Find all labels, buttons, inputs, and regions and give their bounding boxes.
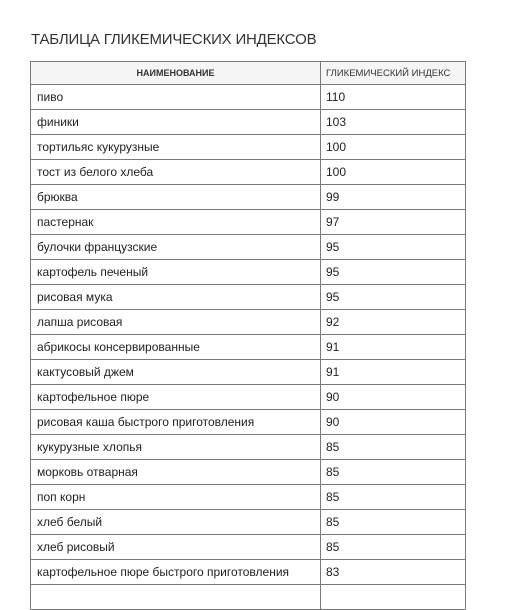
glycemic-index-cell: 110	[321, 85, 466, 110]
food-name-cell: финики	[31, 110, 321, 135]
glycemic-index-cell: 103	[321, 110, 466, 135]
food-name-cell	[31, 585, 321, 610]
food-name-cell: брюква	[31, 185, 321, 210]
glycemic-index-cell: 100	[321, 135, 466, 160]
glycemic-index-cell: 83	[321, 560, 466, 585]
table-row	[31, 435, 466, 460]
table-row	[31, 560, 466, 585]
food-name-cell: кукурузные хлопья	[31, 435, 321, 460]
table-body	[31, 85, 466, 610]
table-row	[31, 460, 466, 485]
glycemic-index-cell: 95	[321, 285, 466, 310]
food-name-cell: картофельное пюре быстрого приготовления	[31, 560, 321, 585]
food-name-cell: картофельное пюре	[31, 385, 321, 410]
column-header-name: НАИМЕНОВАНИЕ	[31, 62, 321, 85]
table-row	[31, 135, 466, 160]
table-row	[31, 360, 466, 385]
glycemic-index-cell: 99	[321, 185, 466, 210]
page-title: ТАБЛИЦА ГЛИКЕМИЧЕСКИХ ИНДЕКСОВ	[31, 31, 317, 48]
food-name-cell: тортильяс кукурузные	[31, 135, 321, 160]
food-name-cell: морковь отварная	[31, 460, 321, 485]
glycemic-index-cell: 91	[321, 335, 466, 360]
table-row	[31, 310, 466, 335]
food-name-cell: кактусовый джем	[31, 360, 321, 385]
glycemic-index-cell: 95	[321, 260, 466, 285]
table-row	[31, 110, 466, 135]
glycemic-index-cell: 92	[321, 310, 466, 335]
glycemic-index-cell: 95	[321, 235, 466, 260]
header-row	[31, 62, 466, 85]
food-name-cell: хлеб белый	[31, 510, 321, 535]
food-name-cell: картофель печеный	[31, 260, 321, 285]
glycemic-index-cell: 85	[321, 460, 466, 485]
table-row	[31, 335, 466, 360]
table-row	[31, 385, 466, 410]
table-row	[31, 410, 466, 435]
glycemic-index-cell: 90	[321, 385, 466, 410]
table-row	[31, 85, 466, 110]
glycemic-index-cell	[321, 585, 466, 610]
food-name-cell: тост из белого хлеба	[31, 160, 321, 185]
food-name-cell: рисовая каша быстрого приготовления	[31, 410, 321, 435]
glycemic-index-cell: 85	[321, 535, 466, 560]
table-row	[31, 235, 466, 260]
glycemic-index-cell: 85	[321, 435, 466, 460]
table-row	[31, 485, 466, 510]
food-name-cell: пиво	[31, 85, 321, 110]
food-name-cell: булочки французские	[31, 235, 321, 260]
glycemic-index-cell: 90	[321, 410, 466, 435]
glycemic-index-cell: 85	[321, 485, 466, 510]
table-row	[31, 160, 466, 185]
glycemic-index-cell: 85	[321, 510, 466, 535]
table-row	[31, 585, 466, 610]
food-name-cell: хлеб рисовый	[31, 535, 321, 560]
table-row	[31, 535, 466, 560]
food-name-cell: лапша рисовая	[31, 310, 321, 335]
column-header-gi: ГЛИКЕМИЧЕСКИЙ ИНДЕКС	[321, 62, 466, 85]
table-row	[31, 510, 466, 535]
glycemic-index-cell: 91	[321, 360, 466, 385]
table-header	[31, 62, 466, 85]
glycemic-index-table	[30, 61, 466, 610]
food-name-cell: поп корн	[31, 485, 321, 510]
food-name-cell: абрикосы консервированные	[31, 335, 321, 360]
table-row	[31, 260, 466, 285]
food-name-cell: рисовая мука	[31, 285, 321, 310]
table-row	[31, 285, 466, 310]
table-row	[31, 210, 466, 235]
glycemic-index-cell: 97	[321, 210, 466, 235]
glycemic-index-cell: 100	[321, 160, 466, 185]
table-row	[31, 185, 466, 210]
food-name-cell: пастернак	[31, 210, 321, 235]
